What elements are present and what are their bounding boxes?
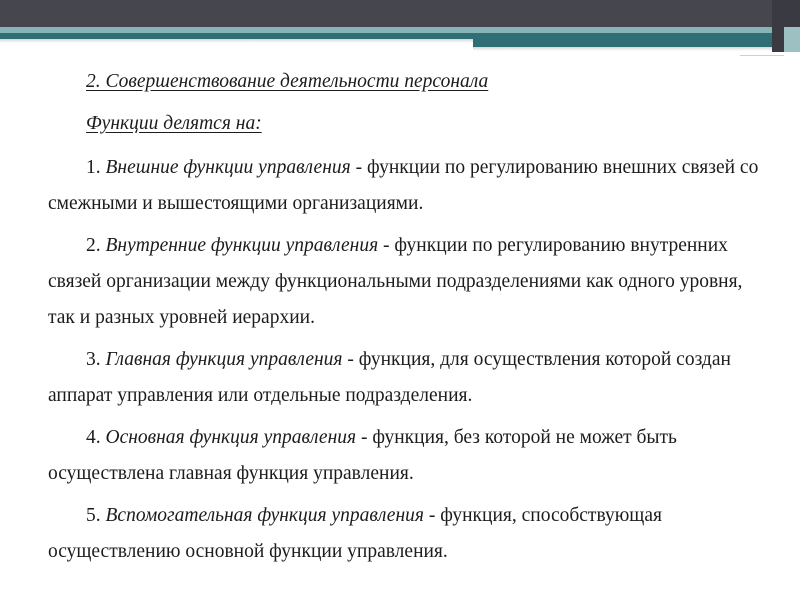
item-term: Вспомогательная функция управления	[105, 505, 424, 526]
function-item-main	[48, 342, 760, 414]
item-definition: - функция, способствующая осуществлению основной функции управления.	[48, 505, 662, 562]
header-shadow-right	[473, 47, 800, 51]
item-term: Внутренние функции управления	[105, 235, 379, 256]
header-shadow-left	[0, 39, 473, 43]
function-item-basic	[48, 420, 760, 492]
item-definition: - функция, для осуществления которой создан аппарат управления или отдельные подразделения.	[48, 349, 731, 406]
header-bar-teal-right	[473, 33, 800, 47]
header-corner-line	[740, 55, 784, 56]
slide-title: 2. Совершенствование деятельности персонала	[86, 71, 489, 92]
item-number: 5.	[86, 505, 101, 526]
function-item-internal	[48, 228, 760, 336]
item-definition: - функция, без которой не может быть осуществлена главная функция управления.	[48, 427, 677, 484]
slide-body	[48, 66, 760, 576]
slide-subtitle: Функции делятся на:	[86, 113, 262, 134]
item-number: 1.	[86, 157, 101, 178]
function-item-external	[48, 150, 760, 222]
header-bar-dark	[0, 0, 800, 27]
item-number: 3.	[86, 349, 101, 370]
item-number: 2.	[86, 235, 101, 256]
item-definition: - функции по регулированию внутренних связей организации между функциональными подразделениями как одного уровня, так и разных уровней иерархии.	[48, 235, 743, 328]
item-term: Главная функция управления	[105, 349, 343, 370]
item-term: Основная функция управления	[105, 427, 357, 448]
function-item-auxiliary	[48, 498, 760, 570]
item-term: Внешние функции управления	[105, 157, 351, 178]
item-number: 4.	[86, 427, 101, 448]
header-corner-light	[784, 27, 800, 52]
item-definition: - функции по регулированию внешних связей со смежными и вышестоящими организациями.	[48, 157, 759, 214]
